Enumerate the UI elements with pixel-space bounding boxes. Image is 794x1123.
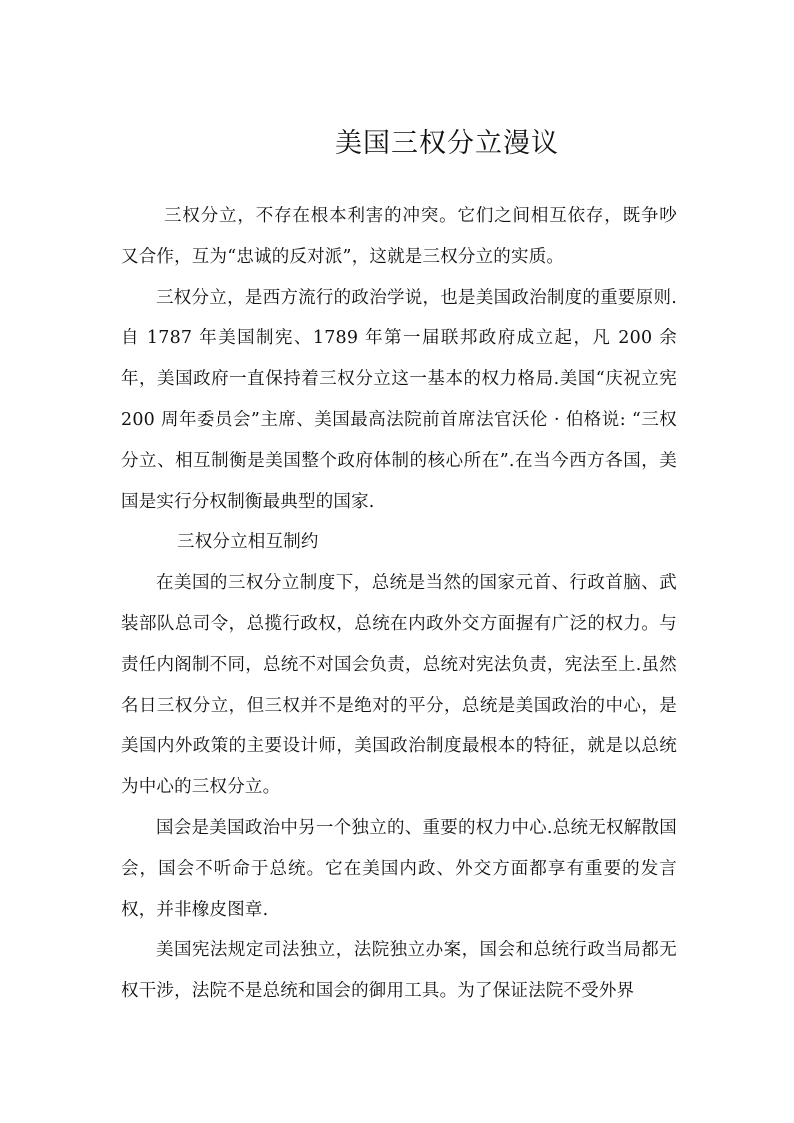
paragraph-president: 在美国的三权分立制度下，总统是当然的国家元首、行政首脑、武装部队总司令，总揽行政权，总统在内政外交方面握有广泛的权力。与责任内阁制不同，总统不对国会负责，总统对宪法负责，宪法至上.虽然名日三权分立，但三权并不是绝对的平分，总统是美国政治的中心，是美国内外政策的主要设计师，美国政治制度最根本的特征，就是以总统为中心的三权分立。 xyxy=(121,573,677,798)
paragraph-essence: 三权分立，不存在根本利害的冲突。它们之间相互依存，既争吵又合作，互为“忠诚的反对派”，这就是三权分立的实质。 xyxy=(121,206,677,267)
paragraph-congress: 国会是美国政治中另一个独立的、重要的权力中心.总统无权解散国会，国会不听命于总统。它在美国内政、外交方面都享有重要的发言权，并非橡皮图章. xyxy=(121,817,677,920)
paragraph-introduction: 三权分立，是西方流行的政治学说，也是美国政治制度的重要原则.自 1787 年美国制宪、1789 年第一届联邦政府成立起，凡 200 余年，美国政府一直保持着三权分立这一基本的权力格局.美国“庆祝立宪 200 周年委员会”主席、美国最高法院前首席法官沃伦 · 伯格说: “三权分立、相互制衡是美国整个政府体制的核心所在”.在当今西方各国，美国是实行分权制衡最典型的国家. xyxy=(121,287,677,512)
section-heading: 三权分立相互制约 xyxy=(177,532,319,553)
document-body xyxy=(121,196,677,1012)
paragraph-judiciary: 美国宪法规定司法独立，法院独立办案，国会和总统行政当局都无权干涉，法院不是总统和国会的御用工具。为了保证法院不受外界 xyxy=(121,940,677,1002)
document-title: 美国三权分立漫议 xyxy=(335,128,559,159)
